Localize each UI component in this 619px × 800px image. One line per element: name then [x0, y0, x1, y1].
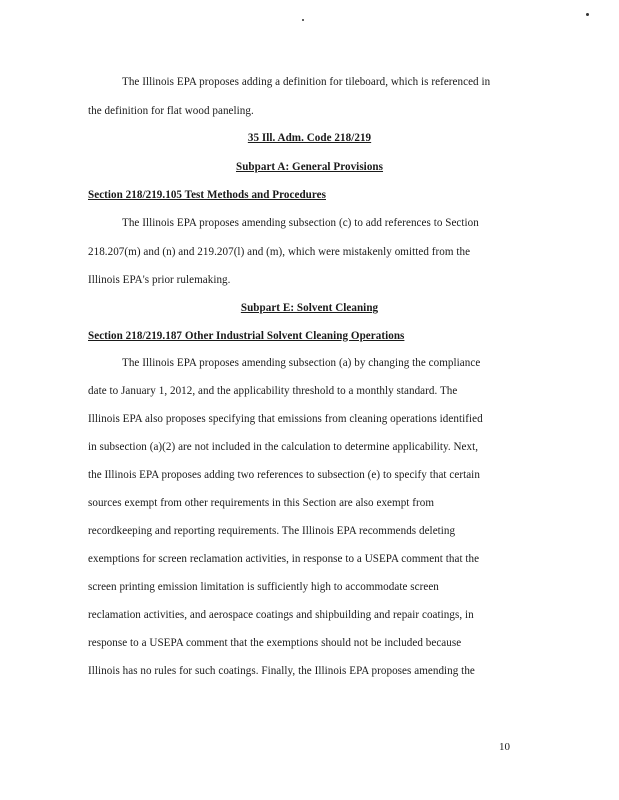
body-text-line: the definition for flat wood paneling.: [88, 105, 254, 117]
body-text-line: The Illinois EPA proposes amending subsection (c) to add references to Section: [122, 217, 479, 229]
scan-speck: [302, 19, 304, 21]
body-text-line: 218.207(m) and (n) and 219.207(l) and (m), which were mistakenly omitted from the: [88, 246, 471, 258]
body-text-line: The Illinois EPA proposes adding a definition for tileboard, which is referenced in: [122, 76, 491, 88]
page-number: 10: [499, 741, 510, 753]
body-text-line: sources exempt from other requirements in this Section are also exempt from: [88, 497, 435, 509]
scan-speck: [586, 13, 589, 16]
body-text-line: Illinois has no rules for such coatings. Finally, the Illinois EPA proposes amending the: [88, 665, 475, 677]
body-text-line: exemptions for screen reclamation activities, in response to a USEPA comment that the: [88, 553, 480, 565]
body-text-line: in subsection (a)(2) are not included in the calculation to determine applicability. Next,: [88, 441, 479, 453]
body-text-line: reclamation activities, and aerospace coatings and shipbuilding and repair coatings, in: [88, 609, 474, 621]
code-heading: 35 Ill. Adm. Code 218/219: [247, 132, 372, 144]
section-187-heading: Section 218/219.187 Other Industrial Solvent Cleaning Operations: [88, 330, 405, 342]
body-text-line: Illinois EPA also proposes specifying that emissions from cleaning operations identified: [88, 413, 483, 425]
body-text-line: The Illinois EPA proposes amending subsection (a) by changing the compliance: [122, 357, 481, 369]
body-text-line: date to January 1, 2012, and the applicability threshold to a monthly standard. The: [88, 385, 458, 397]
subpart-e-heading: Subpart E: Solvent Cleaning: [240, 302, 379, 314]
body-text-line: the Illinois EPA proposes adding two references to subsection (e) to specify that certain: [88, 469, 480, 481]
body-text-line: Illinois EPA's prior rulemaking.: [88, 274, 231, 286]
subpart-a-heading: Subpart A: General Provisions: [235, 161, 384, 173]
body-text-line: recordkeeping and reporting requirements. The Illinois EPA recommends deleting: [88, 525, 456, 537]
section-105-heading: Section 218/219.105 Test Methods and Procedures: [88, 189, 326, 201]
body-text-line: screen printing emission limitation is sufficiently high to accommodate screen: [88, 581, 439, 593]
body-text-line: response to a USEPA comment that the exemptions should not be included because: [88, 637, 462, 649]
